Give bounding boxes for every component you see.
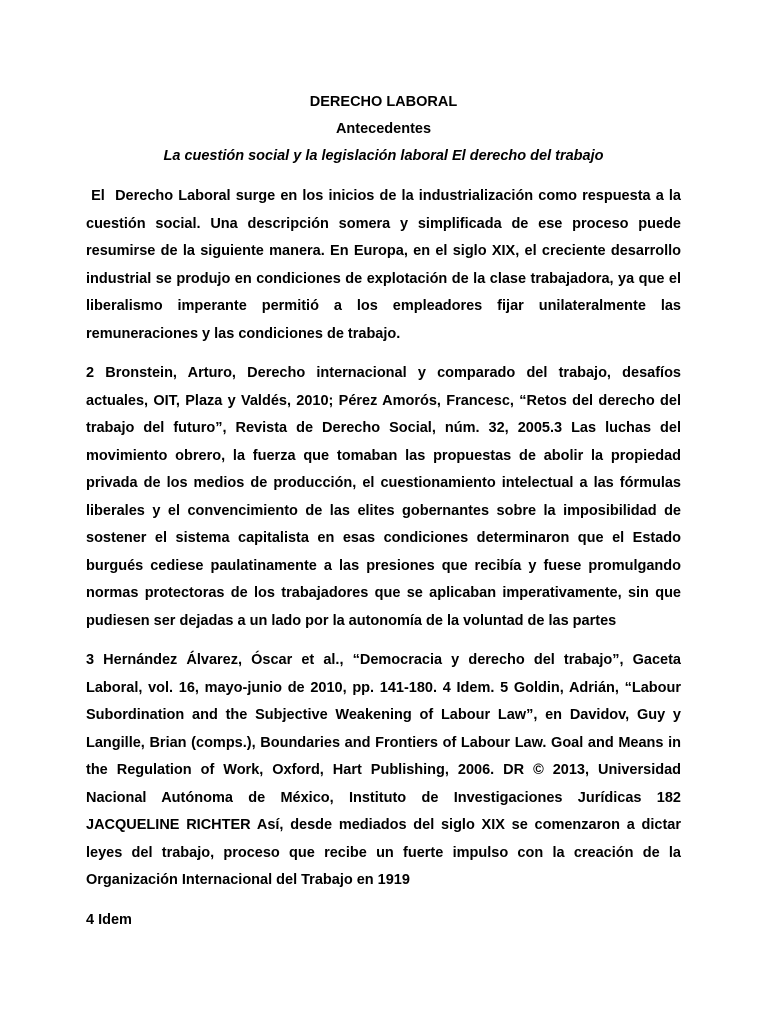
paragraph-footnote-3: 3 Hernández Álvarez, Óscar et al., “Democracia y derecho del trabajo”, Gaceta Laboral, vol. 16, mayo-junio de 2010, pp. 141-180. 4 Idem. 5 Goldin, Adrián, “Labour Subordination and the Subjective Weakening of Labour Law”, en Davidov, Guy y Langille, Brian (comps.), Boundaries and Frontiers of Labour Law. Goal and Means in the Regulation of Work, Oxford, Hart Publishing, 2006. DR © 2013, Universidad Nacional Autónoma de México, Instituto de Investigaciones Jurídicas 182 JACQUELINE RICHTER Así, desde mediados del siglo XIX se comenzaron a dictar leyes del trabajo, proceso que recibe un fuerte impulso con la creación de la Organización Internacional del Trabajo en 1919 — [86, 652, 681, 888]
document-page — [86, 90, 686, 934]
paragraph-footnote-4: 4 Idem — [86, 911, 132, 928]
section-heading: La cuestión social y la legislación laboral El derecho del trabajo — [163, 148, 604, 164]
document-title: DERECHO LABORAL — [309, 94, 458, 110]
paragraph-footnote-2: 2 Bronstein, Arturo, Derecho internacional y comparado del trabajo, desafíos actuales, OIT, Plaza y Valdés, 2010; Pérez Amorós, Francesc, “Retos del derecho del trabajo del futuro”, Revista de Derecho Social, núm. 32, 2005.3 Las luchas del movimiento obrero, la fuerza que tomaban las propuestas de abolir la propiedad privada de los medios de producción, el cuestionamiento intelectual a las fórmulas liberales y el convencimiento de las elites gobernantes sobre la imposibilidad de sostener el sistema capitalista en esas condiciones determinaron que el Estado burgués cediese paulatinamente a las presiones que recibía y fuese promulgando normas protectoras de los trabajadores que se aplicaban imperativamente, sin que pudiesen ser dejadas a un lado por la autonomía de la voluntad de las partes — [86, 365, 681, 629]
paragraph-intro: El Derecho Laboral surge en los inicios de la industrialización como respuesta a la cuestión social. Una descripción somera y simplificada de ese proceso puede resumirse de la siguiente manera. En Europa, en el siglo XIX, el creciente desarrollo industrial se produjo en condiciones de explotación de la clase trabajadora, ya que el liberalismo imperante permitió a los empleadores fijar unilateralmente las remuneraciones y las condiciones de trabajo. — [86, 188, 686, 342]
document-subtitle: Antecedentes — [335, 121, 432, 137]
